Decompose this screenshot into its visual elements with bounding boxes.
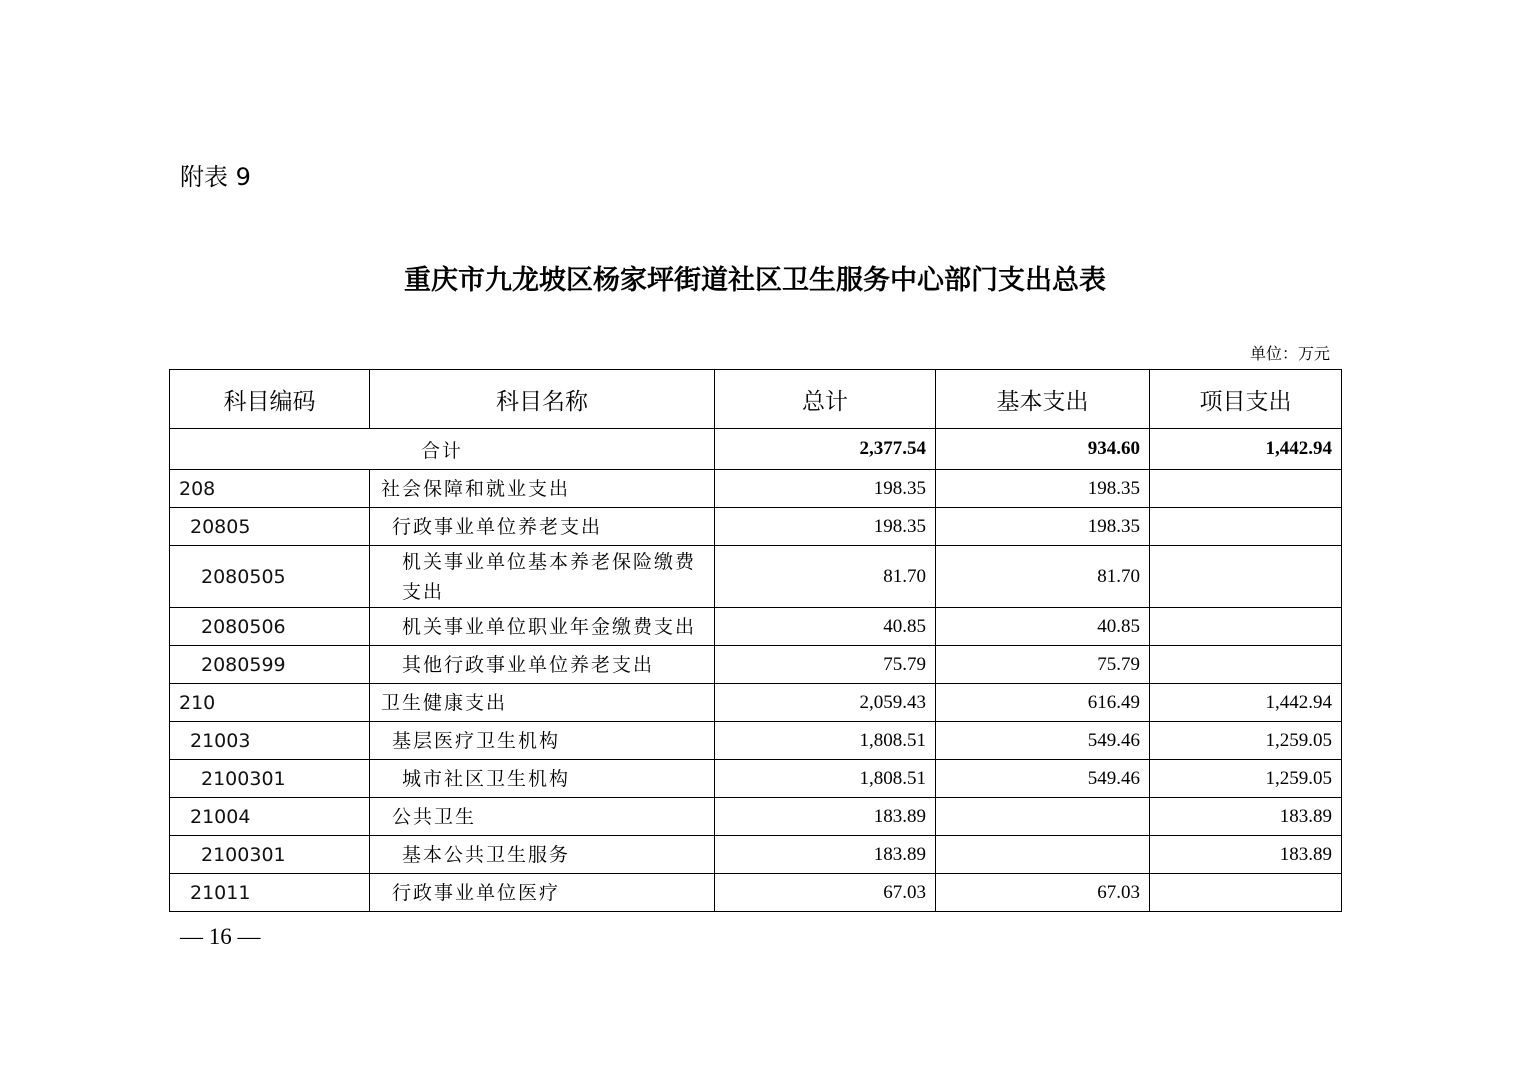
- header-total: 总计: [715, 370, 936, 429]
- attachment-label: 附表 9: [180, 163, 251, 191]
- header-code: 科目编码: [170, 370, 370, 429]
- total-project: 1,442.94: [1150, 429, 1342, 470]
- cell-basic: 549.46: [936, 760, 1150, 798]
- cell-name: 基本公共卫生服务: [370, 836, 715, 874]
- cell-code: 208: [170, 470, 370, 508]
- cell-code: 2100301: [170, 760, 370, 798]
- cell-project: 1,259.05: [1150, 722, 1342, 760]
- cell-project: [1150, 470, 1342, 508]
- cell-name: 基层医疗卫生机构: [370, 722, 715, 760]
- total-sum: 2,377.54: [715, 429, 936, 470]
- table-row: [170, 508, 1342, 546]
- cell-project: 183.89: [1150, 798, 1342, 836]
- cell-total: 183.89: [715, 836, 936, 874]
- table-row: [170, 798, 1342, 836]
- page-number: — 16 —: [180, 924, 261, 949]
- header-basic: 基本支出: [936, 370, 1150, 429]
- cell-basic: [936, 798, 1150, 836]
- cell-total: 198.35: [715, 508, 936, 546]
- total-row: [170, 429, 1342, 470]
- cell-total: 2,059.43: [715, 684, 936, 722]
- table-row: [170, 760, 1342, 798]
- table-row: [170, 470, 1342, 508]
- cell-basic: 616.49: [936, 684, 1150, 722]
- cell-project: [1150, 546, 1342, 608]
- cell-code: 2100301: [170, 836, 370, 874]
- cell-code: 210: [170, 684, 370, 722]
- table-row: [170, 836, 1342, 874]
- cell-code: 20805: [170, 508, 370, 546]
- table-row: [170, 546, 1342, 608]
- cell-name: 城市社区卫生机构: [370, 760, 715, 798]
- cell-basic: 549.46: [936, 722, 1150, 760]
- cell-total: 198.35: [715, 470, 936, 508]
- table-row: [170, 608, 1342, 646]
- table-row: [170, 646, 1342, 684]
- table-row: [170, 684, 1342, 722]
- cell-project: [1150, 608, 1342, 646]
- total-basic: 934.60: [936, 429, 1150, 470]
- cell-project: [1150, 874, 1342, 912]
- cell-basic: [936, 836, 1150, 874]
- cell-name: 卫生健康支出: [370, 684, 715, 722]
- header-project: 项目支出: [1150, 370, 1342, 429]
- cell-name: 行政事业单位医疗: [370, 874, 715, 912]
- cell-total: 1,808.51: [715, 760, 936, 798]
- cell-total: 1,808.51: [715, 722, 936, 760]
- cell-name: 其他行政事业单位养老支出: [370, 646, 715, 684]
- header-name: 科目名称: [370, 370, 715, 429]
- cell-basic: 67.03: [936, 874, 1150, 912]
- cell-project: [1150, 646, 1342, 684]
- table-row: [170, 722, 1342, 760]
- cell-basic: 81.70: [936, 546, 1150, 608]
- cell-basic: 75.79: [936, 646, 1150, 684]
- cell-project: [1150, 508, 1342, 546]
- cell-basic: 40.85: [936, 608, 1150, 646]
- cell-name: 社会保障和就业支出: [370, 470, 715, 508]
- cell-project: 1,259.05: [1150, 760, 1342, 798]
- page-title: 重庆市九龙坡区杨家坪街道社区卫生服务中心部门支出总表: [404, 265, 1106, 296]
- cell-code: 2080506: [170, 608, 370, 646]
- cell-code: 21004: [170, 798, 370, 836]
- cell-total: 40.85: [715, 608, 936, 646]
- cell-basic: 198.35: [936, 470, 1150, 508]
- cell-code: 21003: [170, 722, 370, 760]
- cell-total: 67.03: [715, 874, 936, 912]
- cell-total: 81.70: [715, 546, 936, 608]
- total-label: 合计: [170, 429, 715, 470]
- cell-code: 2080599: [170, 646, 370, 684]
- cell-total: 183.89: [715, 798, 936, 836]
- unit-label: 单位：万元: [1249, 344, 1330, 363]
- cell-code: 21011: [170, 874, 370, 912]
- cell-name: 行政事业单位养老支出: [370, 508, 715, 546]
- cell-name: 公共卫生: [370, 798, 715, 836]
- table-header-row: [170, 370, 1342, 429]
- cell-project: 183.89: [1150, 836, 1342, 874]
- cell-total: 75.79: [715, 646, 936, 684]
- expenditure-table: [169, 369, 1342, 912]
- cell-basic: 198.35: [936, 508, 1150, 546]
- cell-name: 机关事业单位基本养老保险缴费支出: [370, 546, 715, 608]
- cell-project: 1,442.94: [1150, 684, 1342, 722]
- cell-code: 2080505: [170, 546, 370, 608]
- table-row: [170, 874, 1342, 912]
- cell-name: 机关事业单位职业年金缴费支出: [370, 608, 715, 646]
